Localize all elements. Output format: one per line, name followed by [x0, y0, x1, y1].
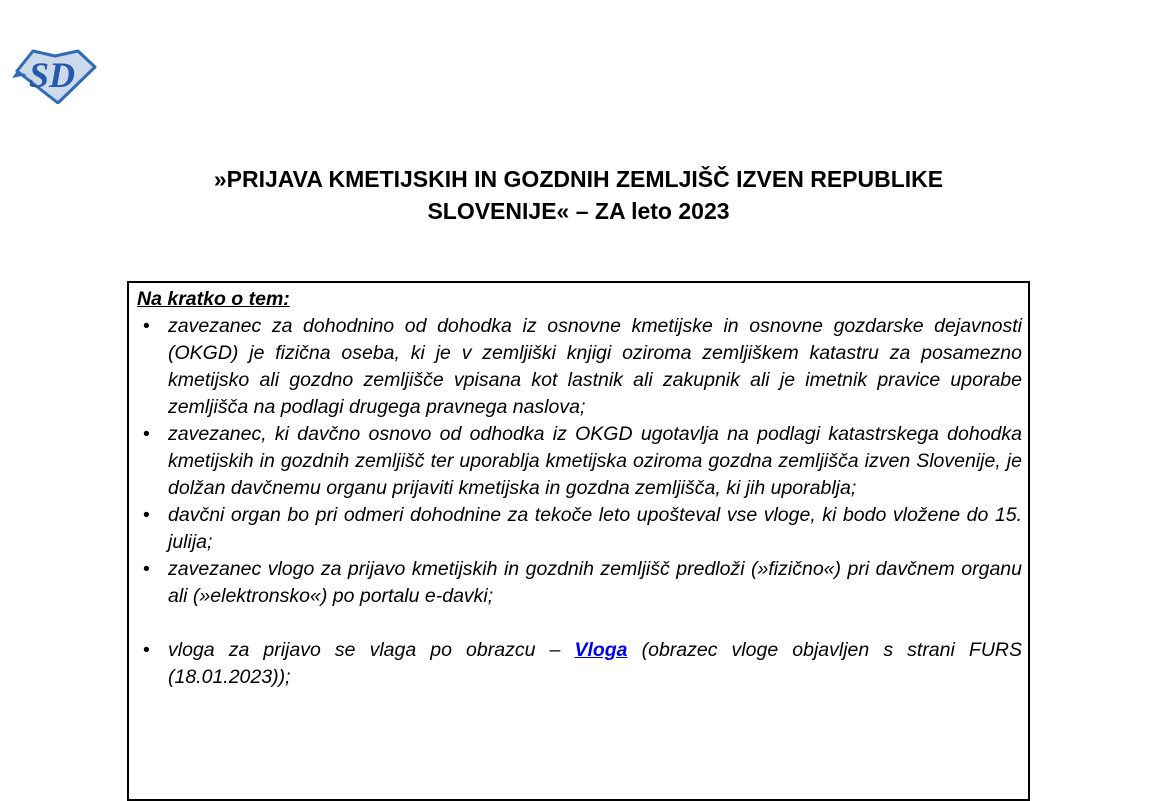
vloga-link[interactable]: Vloga [574, 639, 628, 661]
document-title [0, 163, 1157, 227]
bullet-item-taxpayer-definition [168, 313, 1022, 421]
shield-icon [12, 46, 98, 104]
sd-logo [12, 46, 98, 104]
summary-box [127, 281, 1030, 801]
bullet-item-submission-methods [168, 556, 1022, 610]
summary-heading: Na kratko o tem: [137, 288, 290, 310]
title-line-2: SLOVENIJE« – ZA leto 2023 [427, 198, 730, 224]
bullet-item-form [168, 637, 1022, 691]
bullet-item-obligation-to-report [168, 421, 1022, 502]
bullet-list [137, 313, 1028, 691]
bullet-text: zavezanec vlogo za prijavo kmetijskih in gozdnih zemljišč predloži (»fizično«) pri davčnem organu ali (»elektronsko«) po portalu e-davki; [168, 558, 1022, 607]
title-line-1: »PRIJAVA KMETIJSKIH IN GOZDNIH ZEMLJIŠČ IZVEN REPUBLIKE [213, 166, 944, 192]
bullet-text: zavezanec za dohodnino od dohodka iz osnovne kmetijske in osnovne gozdarske dejavnosti (OKGD) je fizična oseba, ki je v zemljiški knjigi oziroma zemljiškem katastru za posamezno kmetijsko ali gozdno zemljišče vpisana kot lastnik ali zakupnik ali je imetnik pravice uporabe zemljišča na podlagi drugega pravnega naslova; [168, 315, 1022, 418]
bullet-text-post: (obrazec vloge objavljen s strani FURS (18.01.2023)); [168, 639, 1022, 688]
bullet-text: zavezanec, ki davčno osnovo od odhodka iz OKGD ugotavlja na podlagi katastrskega dohodka kmetijskih in gozdnih zemljišč ter uporablja kmetijska oziroma gozdna zemljišča izven Slovenije, je dolžan davčnemu organu prijaviti kmetijska in gozdna zemljišča, ki jih uporablja; [168, 423, 1022, 499]
logo-letters: SD [29, 55, 76, 95]
bullet-item-deadline [168, 502, 1022, 556]
bullet-text-pre: vloga za prijavo se vlaga po obrazcu – [168, 639, 575, 661]
bullet-text: davčni organ bo pri odmeri dohodnine za tekoče leto upošteval vse vloge, ki bodo vložene do 15. julija; [168, 504, 1022, 553]
